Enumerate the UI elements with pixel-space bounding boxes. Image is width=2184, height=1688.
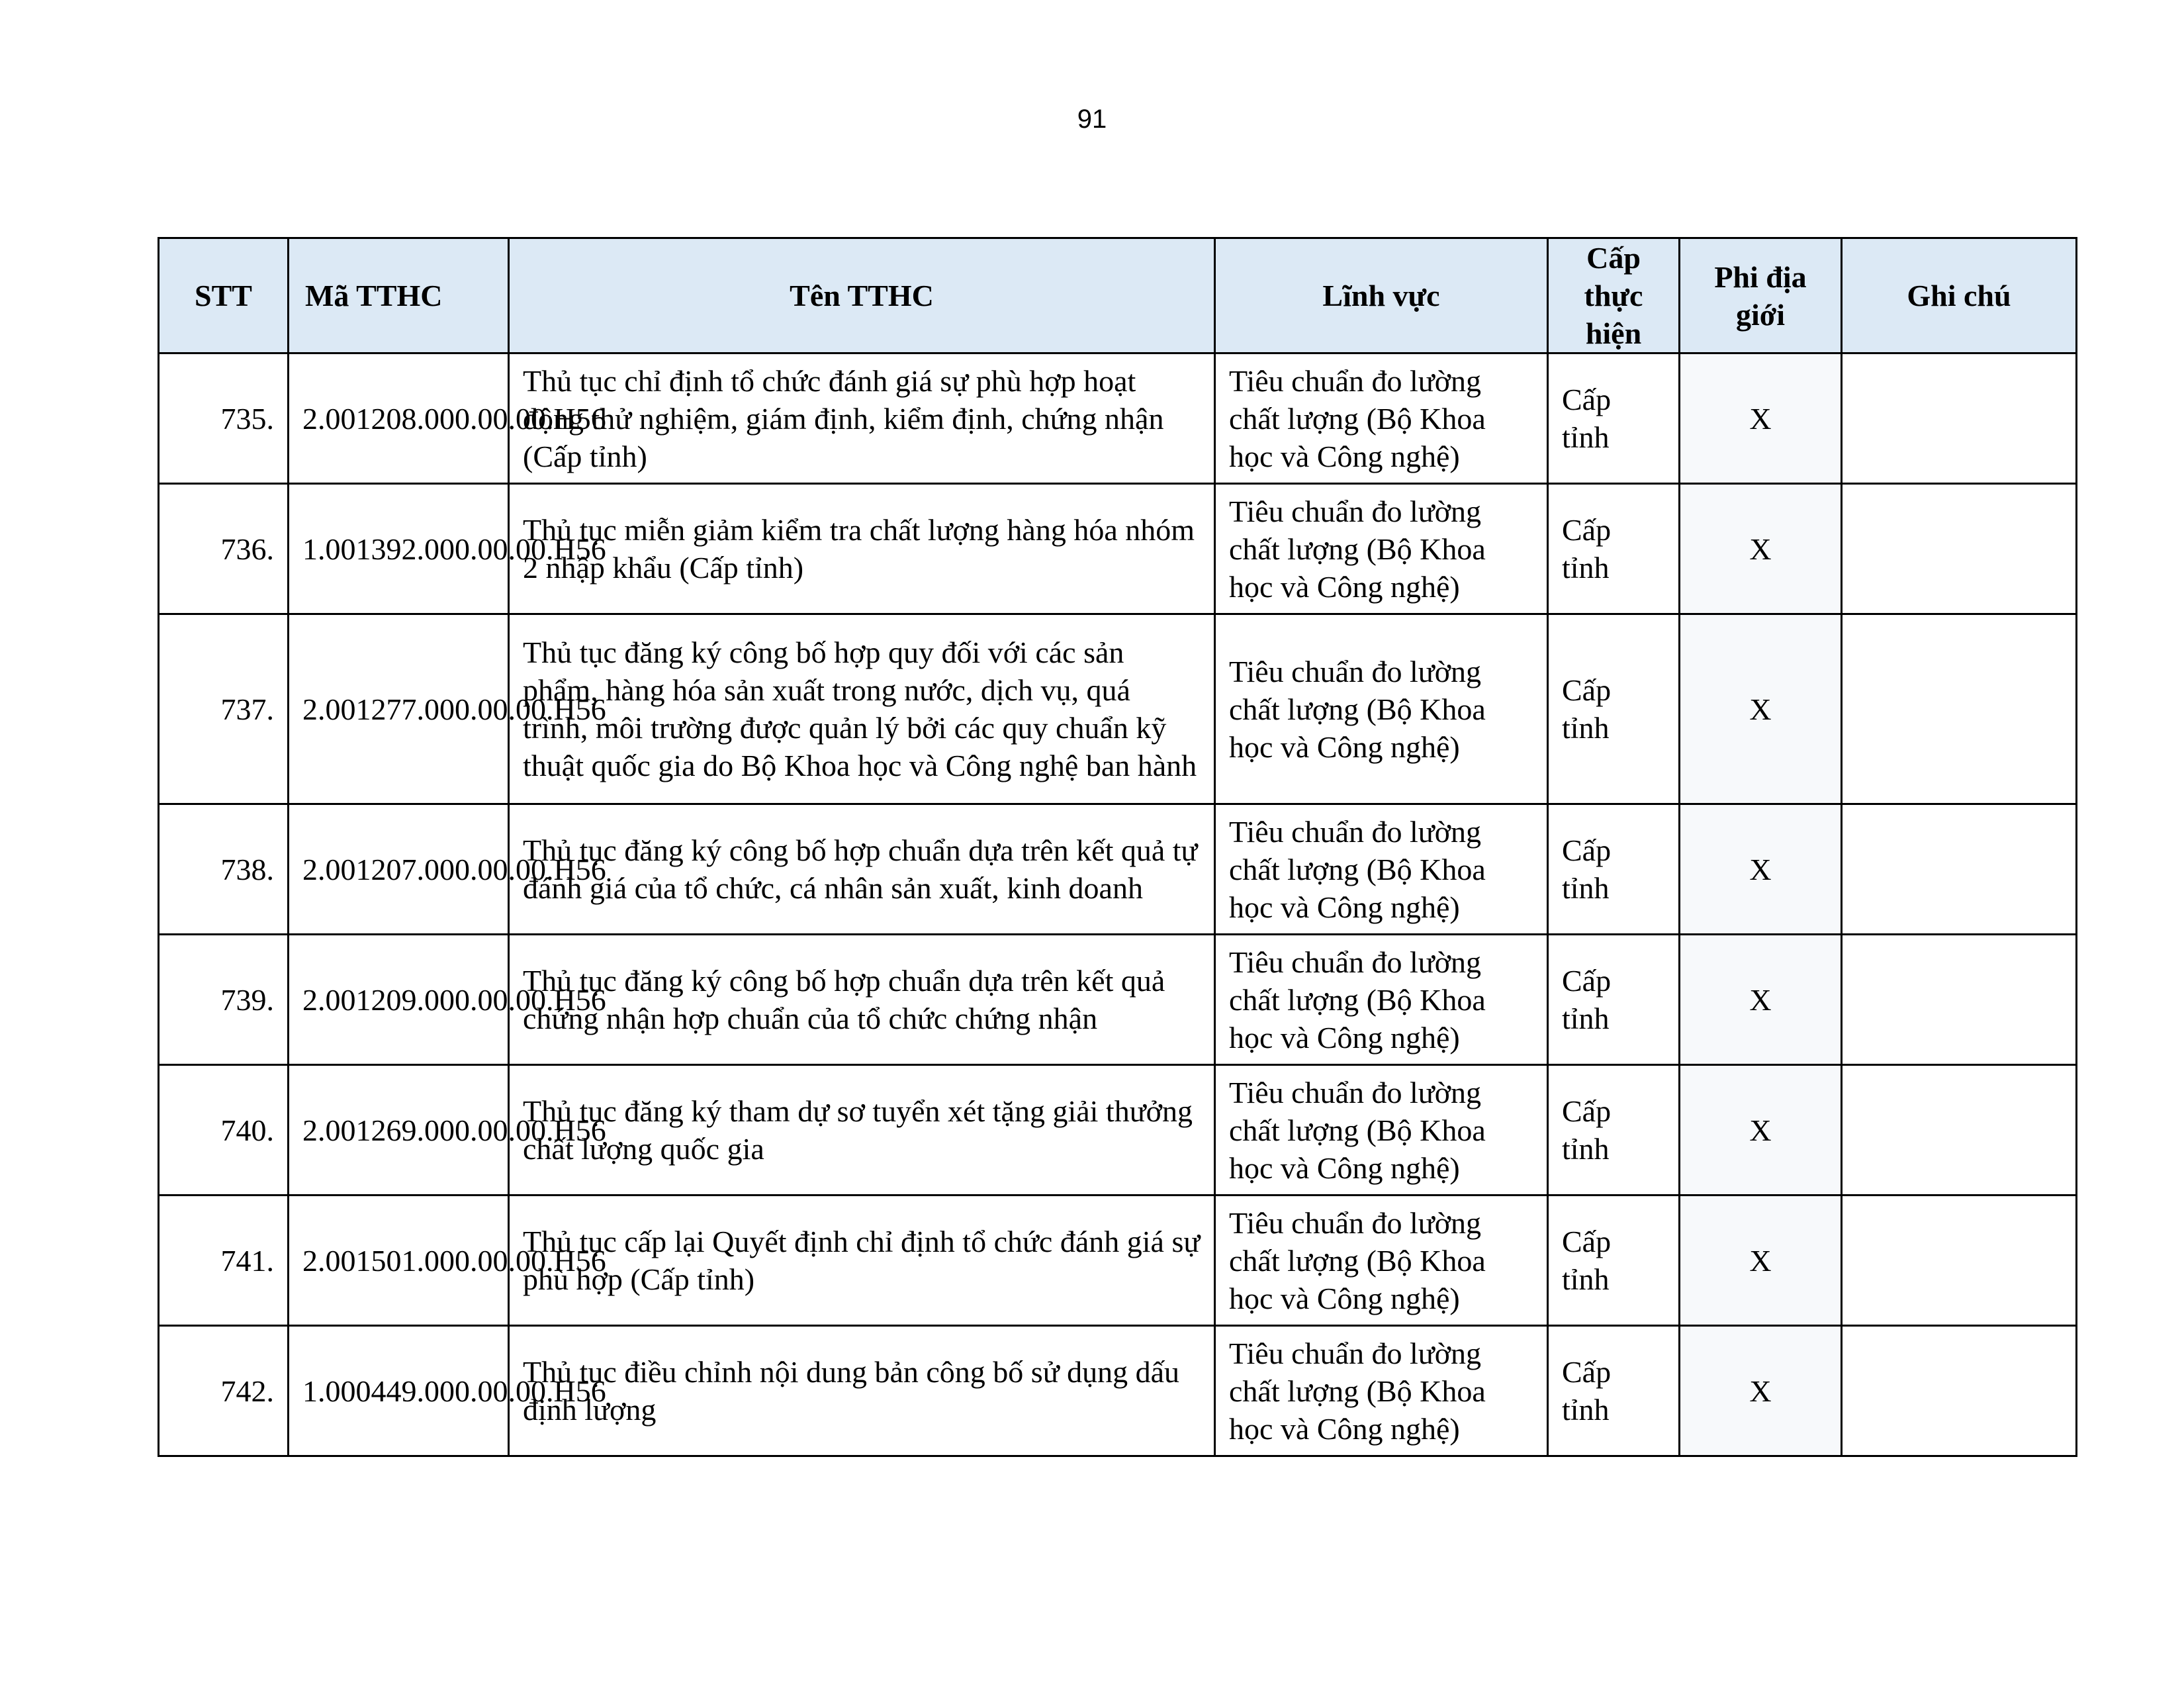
row-ten-tthc: Thủ tục đăng ký công bố hợp chuẩn dựa trên kết quả tự đánh giá của tổ chức, cá nhân sản xuất, kinh doanh	[509, 804, 1215, 935]
procedures-table	[158, 237, 2077, 1457]
row-cap-thuc-hien: Cấp tỉnh	[1548, 1326, 1680, 1456]
row-ten-tthc: Thủ tục đăng ký công bố hợp quy đối với các sản phẩm, hàng hóa sản xuất trong nước, dịch vụ, quá trình, môi trường được quản lý bởi các quy chuẩn kỹ thuật quốc gia do Bộ Khoa học và Công nghệ ban hành	[509, 614, 1215, 804]
row-linh-vuc: Tiêu chuẩn đo lường chất lượng (Bộ Khoa học và Công nghệ)	[1215, 484, 1548, 614]
row-phi-dia-gioi: X	[1680, 614, 1842, 804]
table-row	[159, 1196, 2077, 1326]
row-ghi-chu	[1842, 804, 2077, 935]
row-ten-tthc: Thủ tục đăng ký công bố hợp chuẩn dựa trên kết quả chứng nhận hợp chuẩn của tổ chức chứng nhận	[509, 935, 1215, 1065]
row-phi-dia-gioi: X	[1680, 353, 1842, 484]
row-phi-dia-gioi: X	[1680, 1326, 1842, 1456]
row-linh-vuc: Tiêu chuẩn đo lường chất lượng (Bộ Khoa học và Công nghệ)	[1215, 1065, 1548, 1196]
row-ghi-chu	[1842, 935, 2077, 1065]
table-row	[159, 614, 2077, 804]
row-ten-tthc: Thủ tục cấp lại Quyết định chỉ định tổ chức đánh giá sự phù hợp (Cấp tỉnh)	[509, 1196, 1215, 1326]
row-cap-thuc-hien: Cấp tỉnh	[1548, 804, 1680, 935]
table-row	[159, 1065, 2077, 1196]
row-cap-thuc-hien: Cấp tỉnh	[1548, 935, 1680, 1065]
header-ma-tthc: Mã TTHC	[289, 238, 509, 353]
row-ma-tthc: 2.001207.000.00.00.H56	[289, 804, 509, 935]
row-ma-tthc: 2.001501.000.00.00.H56	[289, 1196, 509, 1326]
header-ten-tthc: Tên TTHC	[509, 238, 1215, 353]
row-cap-thuc-hien: Cấp tỉnh	[1548, 353, 1680, 484]
table-row	[159, 484, 2077, 614]
row-ma-tthc: 1.000449.000.00.00.H56	[289, 1326, 509, 1456]
table-row	[159, 935, 2077, 1065]
header-stt: STT	[159, 238, 289, 353]
row-ghi-chu	[1842, 1065, 2077, 1196]
row-linh-vuc: Tiêu chuẩn đo lường chất lượng (Bộ Khoa học và Công nghệ)	[1215, 1326, 1548, 1456]
row-phi-dia-gioi: X	[1680, 804, 1842, 935]
row-linh-vuc: Tiêu chuẩn đo lường chất lượng (Bộ Khoa học và Công nghệ)	[1215, 1196, 1548, 1326]
row-ma-tthc: 2.001269.000.00.00.H56	[289, 1065, 509, 1196]
table-row	[159, 353, 2077, 484]
row-ten-tthc: Thủ tục miễn giảm kiểm tra chất lượng hàng hóa nhóm 2 nhập khẩu (Cấp tỉnh)	[509, 484, 1215, 614]
row-linh-vuc: Tiêu chuẩn đo lường chất lượng (Bộ Khoa học và Công nghệ)	[1215, 804, 1548, 935]
row-ten-tthc: Thủ tục đăng ký tham dự sơ tuyển xét tặng giải thưởng chất lượng quốc gia	[509, 1065, 1215, 1196]
header-ghi-chu: Ghi chú	[1842, 238, 2077, 353]
table-row	[159, 804, 2077, 935]
row-ma-tthc: 2.001209.000.00.00.H56	[289, 935, 509, 1065]
table-row	[159, 1326, 2077, 1456]
row-cap-thuc-hien: Cấp tỉnh	[1548, 1065, 1680, 1196]
header-cap-thuc-hien: Cấp thực hiện	[1548, 238, 1680, 353]
row-ghi-chu	[1842, 353, 2077, 484]
row-stt: 737.	[159, 614, 289, 804]
row-ten-tthc: Thủ tục điều chỉnh nội dung bản công bố sử dụng dấu định lượng	[509, 1326, 1215, 1456]
row-phi-dia-gioi: X	[1680, 935, 1842, 1065]
row-ten-tthc: Thủ tục chỉ định tổ chức đánh giá sự phù hợp hoạt động thử nghiệm, giám định, kiểm định, chứng nhận (Cấp tỉnh)	[509, 353, 1215, 484]
row-stt: 736.	[159, 484, 289, 614]
row-stt: 735.	[159, 353, 289, 484]
row-ghi-chu	[1842, 1196, 2077, 1326]
header-phi-dia-gioi: Phi địa giới	[1680, 238, 1842, 353]
row-linh-vuc: Tiêu chuẩn đo lường chất lượng (Bộ Khoa học và Công nghệ)	[1215, 935, 1548, 1065]
row-cap-thuc-hien: Cấp tỉnh	[1548, 1196, 1680, 1326]
row-linh-vuc: Tiêu chuẩn đo lường chất lượng (Bộ Khoa học và Công nghệ)	[1215, 614, 1548, 804]
row-linh-vuc: Tiêu chuẩn đo lường chất lượng (Bộ Khoa học và Công nghệ)	[1215, 353, 1548, 484]
row-ma-tthc: 1.001392.000.00.00.H56	[289, 484, 509, 614]
row-ma-tthc: 2.001208.000.00.00.H56	[289, 353, 509, 484]
row-phi-dia-gioi: X	[1680, 1196, 1842, 1326]
table-header-row	[159, 238, 2077, 353]
row-stt: 738.	[159, 804, 289, 935]
row-cap-thuc-hien: Cấp tỉnh	[1548, 484, 1680, 614]
header-linh-vuc: Lĩnh vực	[1215, 238, 1548, 353]
row-cap-thuc-hien: Cấp tỉnh	[1548, 614, 1680, 804]
row-ma-tthc: 2.001277.000.00.00.H56	[289, 614, 509, 804]
row-stt: 742.	[159, 1326, 289, 1456]
page-number: 91	[1077, 105, 1107, 134]
row-phi-dia-gioi: X	[1680, 1065, 1842, 1196]
row-phi-dia-gioi: X	[1680, 484, 1842, 614]
row-stt: 739.	[159, 935, 289, 1065]
row-ghi-chu	[1842, 614, 2077, 804]
row-stt: 741.	[159, 1196, 289, 1326]
row-ghi-chu	[1842, 1326, 2077, 1456]
row-ghi-chu	[1842, 484, 2077, 614]
row-stt: 740.	[159, 1065, 289, 1196]
